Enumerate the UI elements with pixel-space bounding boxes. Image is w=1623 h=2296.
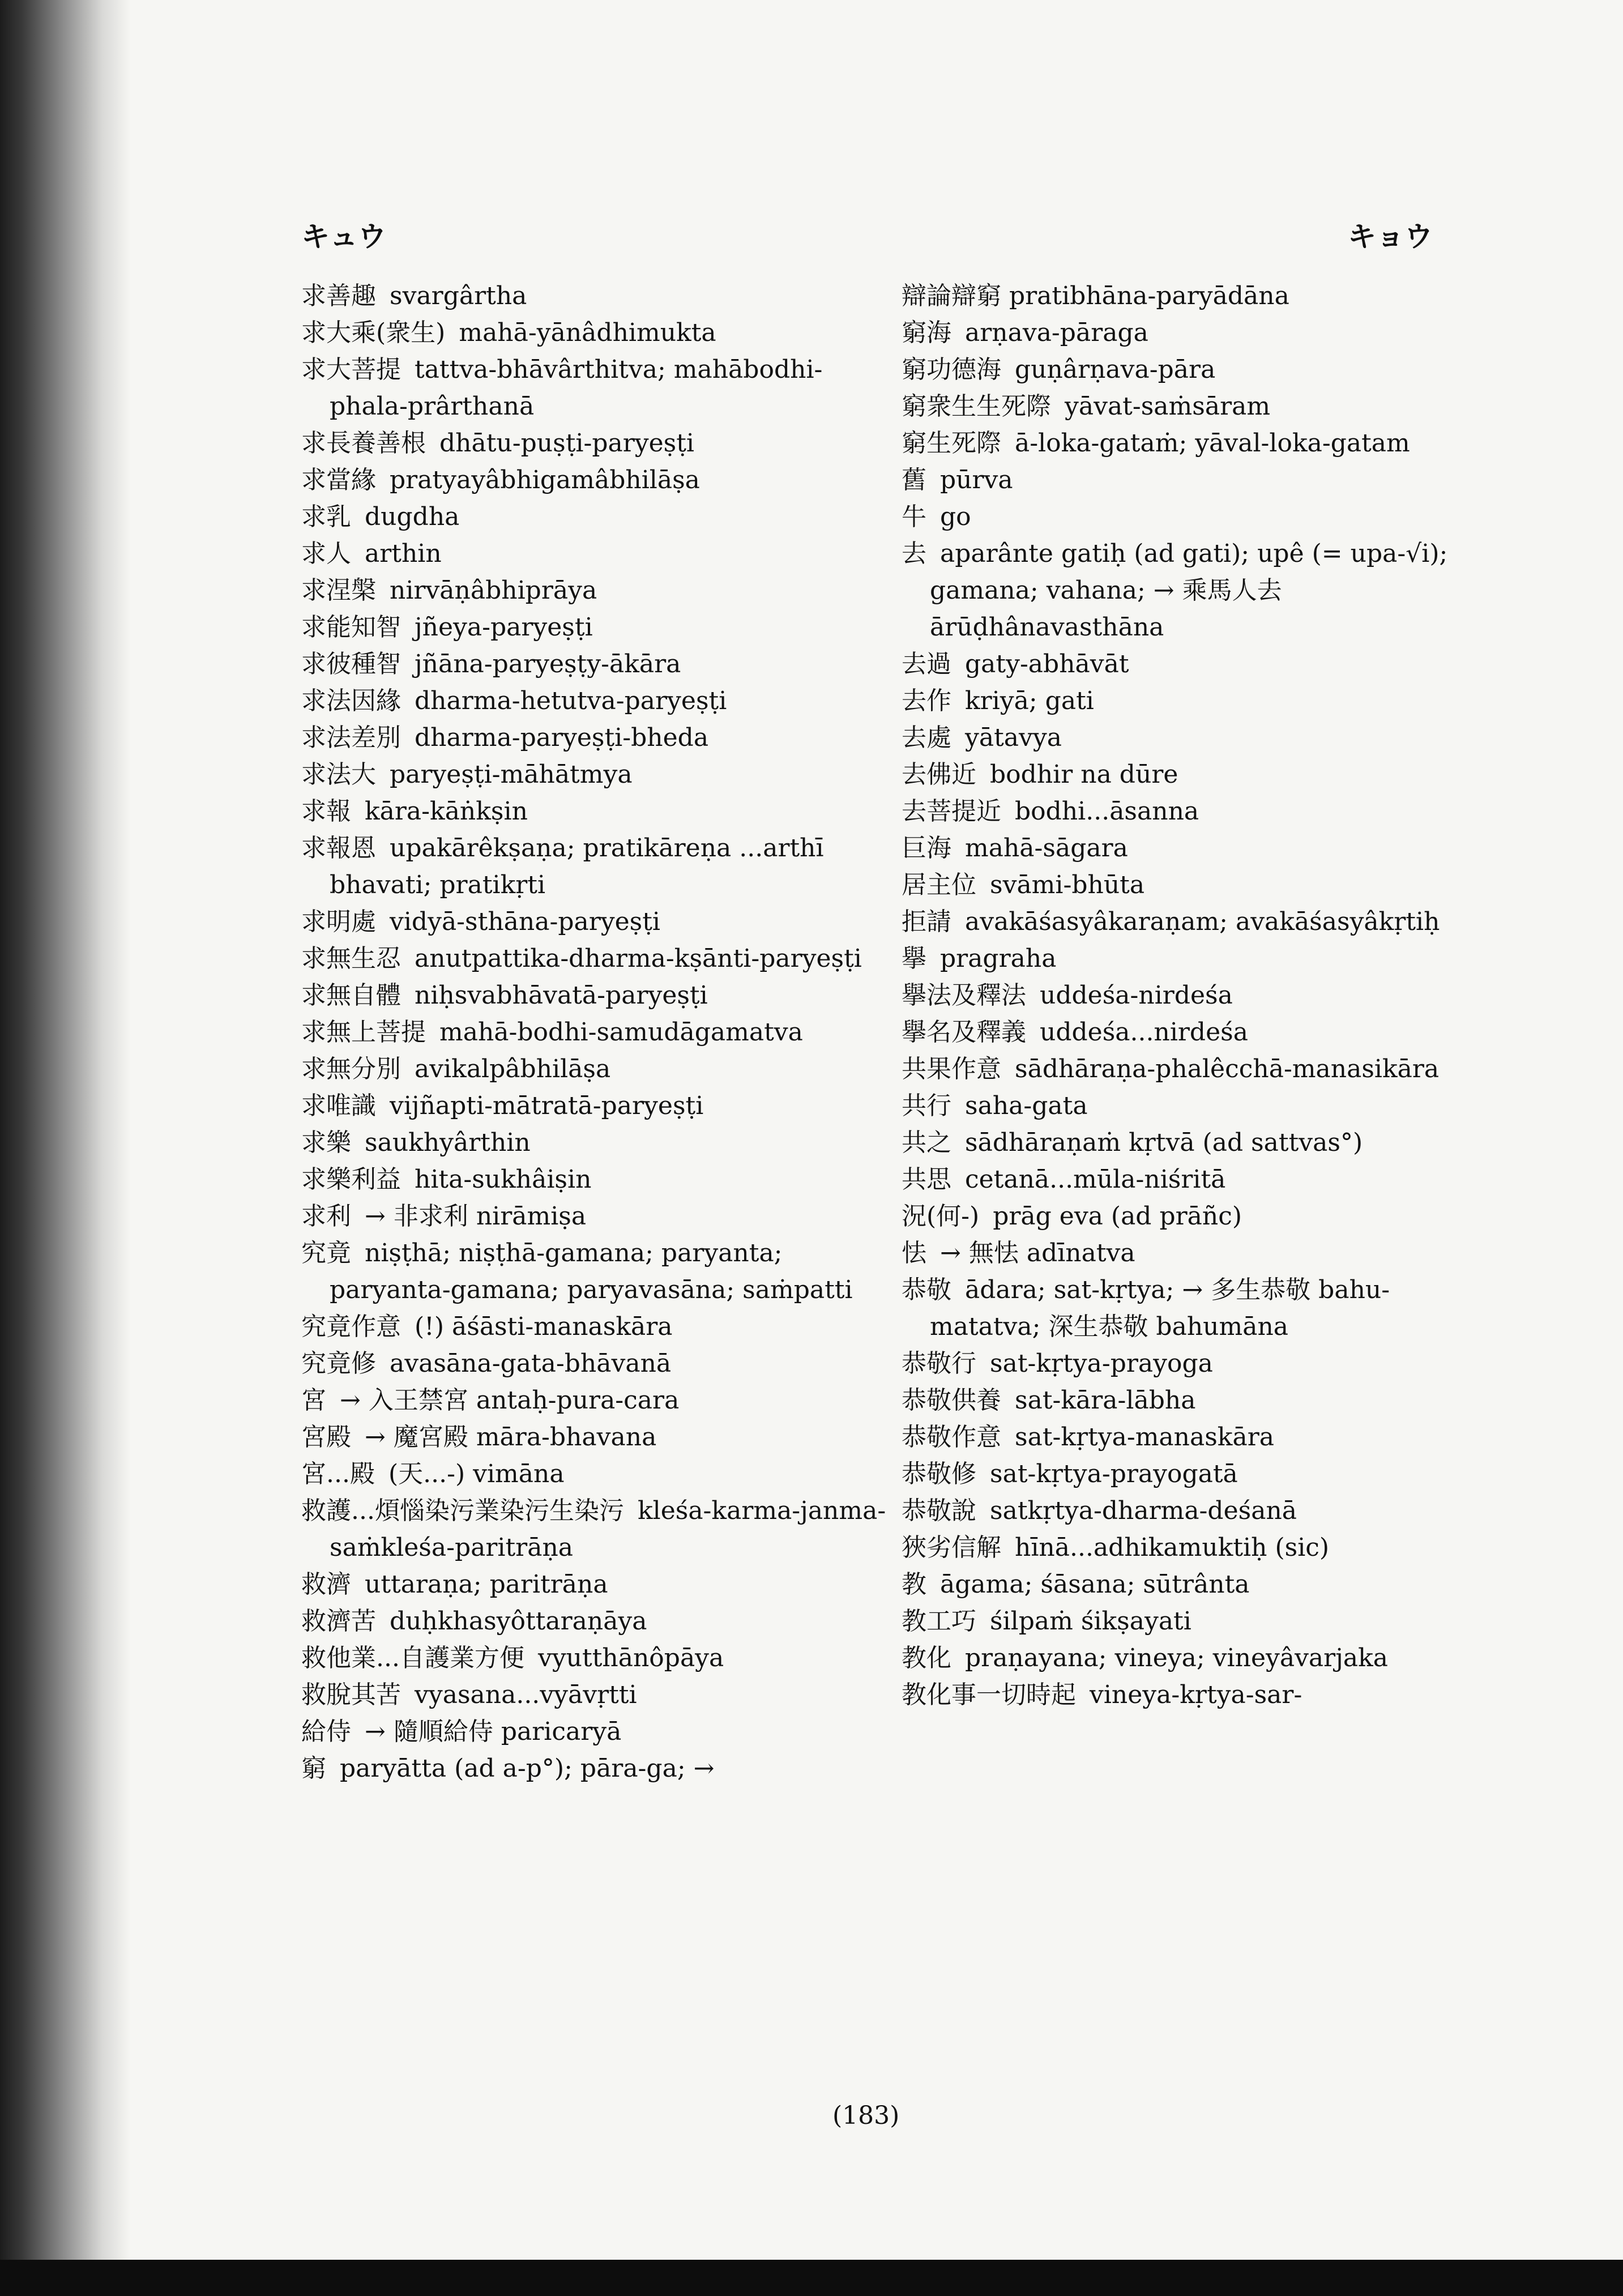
dictionary-entry [301,1603,890,1640]
entry-headword: 求善趣 [301,281,376,310]
dictionary-entry [301,498,890,535]
left-column [301,278,890,1787]
dictionary-entry [301,977,890,1014]
entry-headword: 去過 [902,650,951,678]
dictionary-entry [902,1492,1490,1529]
entry-sanskrit-gloss: gaty-abhāvāt [965,650,1129,678]
dictionary-entry [902,1271,1490,1345]
entry-sanskrit-gloss: saukhyârthin [365,1128,531,1157]
entry-headword: 共思 [902,1165,951,1194]
entry-sanskrit-gloss: dugdha [365,502,460,531]
entry-headword: 共之 [902,1128,951,1157]
entry-sanskrit-gloss: niḥsvabhāvatā-paryeṣṭi [415,981,708,1010]
entry-sanskrit-gloss: vidyā-sthāna-paryeṣṭi [390,907,660,936]
entry-headword: 教 [902,1570,926,1599]
entry-sanskrit-gloss: paryeṣṭi-māhātmya [390,760,633,789]
dictionary-entry [902,1198,1490,1235]
entry-headword: 求利 [301,1202,351,1231]
entry-headword: 窮生死際 [902,429,1001,458]
dictionary-entry [902,1419,1490,1456]
dictionary-entry [301,682,890,719]
dictionary-entry [902,462,1490,498]
dictionary-entry [902,793,1490,830]
entry-headword: 求大乘(衆生) [301,318,446,347]
entry-headword: 求樂利益 [301,1165,401,1194]
dictionary-entry [301,719,890,756]
entry-headword: 求報恩 [301,834,376,863]
entry-headword: 牛 [902,502,926,531]
dictionary-entry [902,1051,1490,1087]
entry-sanskrit-gloss: śilpaṁ śikṣayati [990,1607,1191,1636]
dictionary-entry [301,1382,890,1419]
entry-sanskrit-gloss: sādhāraṇa-phalêcchā-manasikāra [1015,1055,1440,1083]
entry-sanskrit-gloss: hita-sukhâiṣin [415,1165,592,1194]
dictionary-entry [301,1419,890,1456]
entry-sanskrit-gloss: upakārêkṣaṇa; pratikāreṇa ...arthī bhavati; pratikṛti [330,834,824,899]
entry-headword: 求法差別 [301,723,401,752]
entry-sanskrit-gloss: praṇayana; vineya; vineyâvarjaka [965,1644,1388,1672]
dictionary-entry [301,903,890,940]
entry-sanskrit-gloss: ādara; sat-kṛtya; → 多生恭敬 bahu-matatva; 深生恭敬 bahumāna [930,1275,1390,1341]
entry-sanskrit-gloss: → 非求利 nirāmiṣa [365,1202,587,1231]
entry-sanskrit-gloss: mahā-bodhi-samudāgamatva [439,1018,803,1047]
entry-sanskrit-gloss: pratyayâbhigamâbhilāṣa [390,466,700,494]
dictionary-entry [301,756,890,793]
dictionary-entry [902,351,1490,388]
dictionary-entry [902,1014,1490,1051]
entry-headword: 恭敬供養 [902,1386,1001,1415]
entry-sanskrit-gloss: jñeya-paryeṣṭi [415,613,593,642]
entry-sanskrit-gloss: niṣṭhā; niṣṭhā-gamana; paryanta; paryanta-gamana; paryavasāna; saṁpatti [330,1239,853,1304]
dictionary-entry [301,1456,890,1492]
entry-headword: 擧法及釋法 [902,981,1026,1010]
entry-sanskrit-gloss: svargârtha [390,281,527,310]
entry-headword: 給侍 [301,1717,351,1746]
dictionary-entry [301,1161,890,1198]
entry-sanskrit-gloss: 辯論辯窮 pratibhāna-paryādāna [902,281,1289,310]
entry-sanskrit-gloss: aparânte gatiḥ (ad gati); upê (= upa-√i); gamana; vahana; → 乘馬人去 ārūḍhânavasthāna [930,539,1448,642]
entry-sanskrit-gloss: (!) āśāsti-manaskāra [415,1312,673,1341]
dictionary-entry [301,1124,890,1161]
entry-sanskrit-gloss: sat-kṛtya-prayogatā [990,1459,1238,1488]
dictionary-entry [902,903,1490,940]
dictionary-entry [301,830,890,903]
entry-headword: 求大菩提 [301,355,401,384]
running-header-right: キョウ [1348,220,1433,253]
entry-headword: 求無分別 [301,1055,401,1083]
dictionary-entry [902,867,1490,903]
entry-sanskrit-gloss: mahā-sāgara [965,834,1128,863]
entry-headword: 擧名及釋義 [902,1018,1026,1047]
entry-sanskrit-gloss: nirvāṇâbhiprāya [390,576,597,605]
entry-sanskrit-gloss: → 魔宮殿 māra-bhavana [365,1423,657,1452]
entry-headword: 去菩提近 [902,797,1001,826]
entry-sanskrit-gloss: arṇava-pāraga [965,318,1148,347]
dictionary-entry [301,462,890,498]
dictionary-entry [902,682,1490,719]
dictionary-entry [902,535,1490,646]
dictionary-entry [301,1713,890,1750]
entry-headword: 求乳 [301,502,351,531]
dictionary-entry [301,940,890,977]
entry-sanskrit-gloss: ā-loka-gataṁ; yāval-loka-gatam [1015,429,1410,458]
entry-headword: 巨海 [902,834,951,863]
dictionary-entry [902,830,1490,867]
entry-sanskrit-gloss: avakāśasyâkaraṇam; avakāśasyâkṛtiḥ [965,907,1440,936]
dictionary-entry [902,646,1490,682]
dictionary-entry [301,278,890,314]
dictionary-entry [301,793,890,830]
page-number: (183) [832,2101,900,2130]
entry-sanskrit-gloss: → 無怯 adīnatva [940,1239,1135,1268]
entry-sanskrit-gloss: sat-kṛtya-prayoga [990,1349,1213,1378]
entry-sanskrit-gloss: sat-kṛtya-manaskāra [1015,1423,1274,1452]
entry-sanskrit-gloss: sādhāraṇaṁ kṛtvā (ad sattvas°) [965,1128,1363,1157]
entry-headword: 宮...殿 [301,1459,375,1488]
entry-sanskrit-gloss: avasāna-gata-bhāvanā [390,1349,672,1378]
entry-sanskrit-gloss: bodhi...āsanna [1015,797,1199,826]
entry-headword: 求唯識 [301,1091,376,1120]
entry-sanskrit-gloss: (天...-) vimāna [388,1459,565,1488]
entry-headword: 共果作意 [902,1055,1001,1083]
entry-sanskrit-gloss: hīnā...adhikamuktiḥ (sic) [1015,1533,1330,1562]
dictionary-entry [902,498,1490,535]
entry-headword: 究竟作意 [301,1312,401,1341]
entry-headword: 窮海 [902,318,951,347]
right-column [902,278,1490,1713]
entry-sanskrit-gloss: vyutthānôpāya [537,1644,724,1672]
entry-headword: 教化 [902,1644,951,1672]
binding-gutter-shadow [0,0,130,2265]
entry-sanskrit-gloss: paryātta (ad a-p°); pāra-ga; → [340,1754,715,1783]
entry-sanskrit-gloss: dhātu-puṣṭi-paryeṣṭi [439,429,694,458]
entry-headword: 怯 [902,1239,926,1268]
entry-sanskrit-gloss: prāg eva (ad prāñc) [993,1202,1242,1231]
entry-sanskrit-gloss: pragraha [940,944,1057,973]
dictionary-entry [301,1308,890,1345]
entry-sanskrit-gloss: kāra-kāṅkṣin [365,797,528,826]
entry-sanskrit-gloss: dharma-paryeṣṭi-bheda [415,723,709,752]
dictionary-entry [301,646,890,682]
dictionary-entry [301,1345,890,1382]
entry-headword: 舊 [902,466,926,494]
entry-headword: 教工巧 [902,1607,976,1636]
dictionary-entry [301,1640,890,1676]
entry-sanskrit-gloss: kleśa-karma-janma-saṁkleśa-paritrāṇa [330,1496,886,1562]
dictionary-entry [902,278,1490,314]
dictionary-entry [902,1529,1490,1566]
dictionary-entry [301,425,890,462]
dictionary-entry [902,1640,1490,1676]
entry-headword: 去處 [902,723,951,752]
dictionary-entry [301,609,890,646]
entry-headword: 況(何-) [902,1202,980,1231]
dictionary-entry [902,1603,1490,1640]
entry-sanskrit-gloss: bodhir na dūre [990,760,1178,789]
entry-headword: 宮殿 [301,1423,351,1452]
dictionary-entry [902,1124,1490,1161]
entry-headword: 恭敬行 [902,1349,976,1378]
entry-sanskrit-gloss: guṇârṇava-pāra [1015,355,1216,384]
dictionary-entry [902,1566,1490,1603]
entry-headword: 求法大 [301,760,376,789]
entry-sanskrit-gloss: uttaraṇa; paritrāṇa [365,1570,608,1599]
entry-headword: 求法因緣 [301,686,401,715]
entry-headword: 求報 [301,797,351,826]
dictionary-entry [902,940,1490,977]
entry-sanskrit-gloss: yāvat-saṁsāram [1065,392,1271,421]
entry-headword: 救他業...自護業方便 [301,1644,524,1672]
dictionary-entry [301,314,890,351]
entry-sanskrit-gloss: → 入王禁宮 antaḥ-pura-cara [340,1386,680,1415]
dictionary-entry [301,1087,890,1124]
dictionary-entry [301,1750,890,1787]
entry-sanskrit-gloss: kriyā; gati [965,686,1094,715]
entry-sanskrit-gloss: satkṛtya-dharma-deśanā [990,1496,1297,1525]
entry-headword: 居主位 [902,870,976,899]
entry-sanskrit-gloss: saha-gata [965,1091,1088,1120]
dictionary-entry [902,425,1490,462]
entry-headword: 共行 [902,1091,951,1120]
entry-headword: 求明處 [301,907,376,936]
entry-sanskrit-gloss: vyasana...vyāvṛtti [415,1680,637,1709]
dictionary-entry [902,977,1490,1014]
entry-sanskrit-gloss: duḥkhasyôttaraṇāya [390,1607,647,1636]
entry-headword: 恭敬說 [902,1496,976,1525]
entry-headword: 求長養善根 [301,429,426,458]
entry-headword: 恭敬 [902,1275,951,1304]
entry-headword: 求能知智 [301,613,401,642]
entry-sanskrit-gloss: → 隨順給侍 paricaryā [365,1717,622,1746]
dictionary-entry [301,1051,890,1087]
dictionary-entry [301,1198,890,1235]
entry-sanskrit-gloss: anutpattika-dharma-kṣānti-paryeṣṭi [415,944,862,973]
entry-sanskrit-gloss: pūrva [940,466,1013,494]
entry-headword: 去作 [902,686,951,715]
entry-headword: 求樂 [301,1128,351,1157]
entry-sanskrit-gloss: vijñapti-mātratā-paryeṣṭi [390,1091,704,1120]
entry-sanskrit-gloss: āgama; śāsana; sūtrânta [940,1570,1250,1599]
entry-headword: 宮 [301,1386,326,1415]
entry-headword: 恭敬作意 [902,1423,1001,1452]
scan-bottom-edge [0,2260,1623,2296]
entry-headword: 教化事一切時起 [902,1680,1076,1709]
entry-headword: 拒請 [902,907,951,936]
entry-sanskrit-gloss: avikalpâbhilāṣa [415,1055,611,1083]
entry-sanskrit-gloss: uddeśa...nirdeśa [1040,1018,1248,1047]
entry-headword: 求涅槃 [301,576,376,605]
entry-sanskrit-gloss: mahā-yānâdhimukta [459,318,716,347]
entry-sanskrit-gloss: cetanā...mūla-niśritā [965,1165,1226,1194]
entry-sanskrit-gloss: jñāna-paryeṣṭy-ākāra [415,650,681,678]
entry-headword: 去佛近 [902,760,976,789]
dictionary-entry [902,1345,1490,1382]
dictionary-entry [902,1161,1490,1198]
entry-headword: 窮 [301,1754,326,1783]
entry-headword: 救護...煩惱染污業染污生染污 [301,1496,624,1525]
entry-headword: 求當緣 [301,466,376,494]
dictionary-entry [902,1456,1490,1492]
entry-sanskrit-gloss: uddeśa-nirdeśa [1040,981,1233,1010]
entry-headword: 求人 [301,539,351,568]
entry-headword: 擧 [902,944,926,973]
dictionary-entry [301,535,890,572]
dictionary-entry [301,1235,890,1308]
entry-sanskrit-gloss: yātavya [965,723,1062,752]
entry-sanskrit-gloss: go [940,502,971,531]
entry-sanskrit-gloss: vineya-kṛtya-sar- [1090,1680,1302,1709]
dictionary-entry [902,314,1490,351]
entry-headword: 究竟 [301,1239,351,1268]
dictionary-entry [902,388,1490,425]
entry-headword: 窮功德海 [902,355,1001,384]
entry-headword: 救脫其苦 [301,1680,401,1709]
dictionary-entry [902,719,1490,756]
entry-headword: 去 [902,539,926,568]
entry-headword: 求無自體 [301,981,401,1010]
dictionary-entry [902,1382,1490,1419]
entry-headword: 救濟 [301,1570,351,1599]
entry-headword: 狹劣信解 [902,1533,1001,1562]
entry-headword: 窮衆生生死際 [902,392,1051,421]
entry-headword: 救濟苦 [301,1607,376,1636]
entry-sanskrit-gloss: arthin [365,539,442,568]
entry-headword: 求彼種智 [301,650,401,678]
dictionary-entry [902,1235,1490,1271]
dictionary-entry [301,1014,890,1051]
entry-sanskrit-gloss: dharma-hetutva-paryeṣṭi [415,686,727,715]
entry-headword: 求無生忍 [301,944,401,973]
dictionary-entry [301,1676,890,1713]
entry-headword: 恭敬修 [902,1459,976,1488]
dictionary-entry [902,1676,1490,1713]
entry-sanskrit-gloss: svāmi-bhūta [990,870,1145,899]
entry-sanskrit-gloss: sat-kāra-lābha [1015,1386,1196,1415]
dictionary-entry [301,572,890,609]
running-header-left: キュウ [301,220,386,253]
entry-sanskrit-gloss: tattva-bhāvârthitva; mahābodhi-phala-prârthanā [330,355,823,421]
entry-headword: 求無上菩提 [301,1018,426,1047]
dictionary-entry [301,351,890,425]
dictionary-entry [301,1566,890,1603]
entry-headword: 究竟修 [301,1349,376,1378]
dictionary-entry [902,756,1490,793]
dictionary-entry [301,1492,890,1566]
dictionary-entry [902,1087,1490,1124]
